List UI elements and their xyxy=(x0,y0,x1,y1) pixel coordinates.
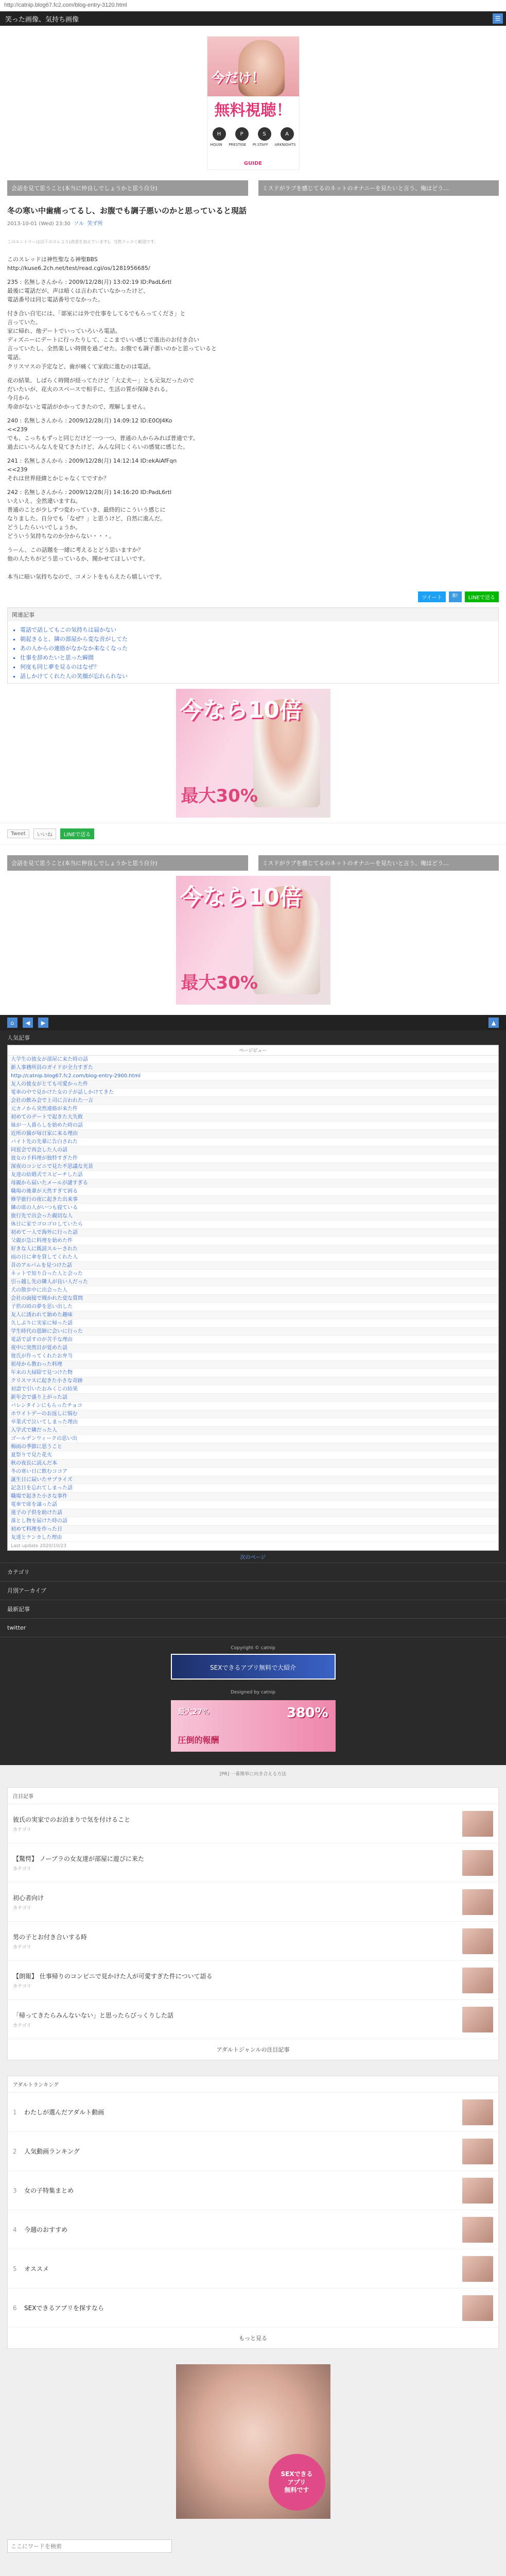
meta-author[interactable]: 笑ず所 xyxy=(87,221,103,227)
ranking-item[interactable]: http://catnip.blog67.fc2.com/blog-entry-2900.html xyxy=(8,1072,498,1080)
banner-label: ARKNIGHTS xyxy=(274,143,296,147)
meta-category[interactable]: ソル xyxy=(74,221,84,227)
menu-category[interactable]: カテゴリ xyxy=(0,1563,506,1582)
prev-article-link[interactable]: 会話を見て思うこと(本当に仲良しでしょうかと思う自分) xyxy=(7,180,248,196)
ranking-card-item[interactable] xyxy=(8,2210,498,2249)
share-buttons xyxy=(0,591,506,602)
banner-label: PRESTIGE xyxy=(229,143,247,147)
ranking-item[interactable]: ゴールデンウィークの思い出 xyxy=(8,1435,498,1443)
ranking-item[interactable]: 旅行先で出会った親切な人 xyxy=(8,1212,498,1221)
menu-archive[interactable]: 月別アーカイブ xyxy=(0,1582,506,1600)
ranking-card-item-title: オススメ xyxy=(24,2265,49,2273)
ranking-item[interactable]: 久しぶりに実家に帰った話 xyxy=(8,1319,498,1328)
ranking-card-number: 5 xyxy=(13,2265,17,2273)
ranking-item[interactable]: 初詣で引いたおみくじの結果 xyxy=(8,1385,498,1394)
ranking-card-item[interactable] xyxy=(8,2093,498,2132)
ranking-item[interactable]: 会社の飲み会で上司に言われた一言 xyxy=(8,1097,498,1105)
banner-foot: GUIDE xyxy=(243,161,263,166)
banner-line2: 無料視聴！ xyxy=(214,101,292,120)
next-article-link[interactable]: ミスドがラブを感じてるのネットのオナニーを見たいと言う、俺はどう… xyxy=(258,180,499,196)
ranking-card-item-title: 今週のおすすめ xyxy=(24,2226,68,2234)
photo-ad[interactable] xyxy=(176,2364,330,2519)
ranking-card-number: 3 xyxy=(13,2187,17,2194)
related-item[interactable]: ▪ 仕事を辞めたいと思った瞬間 xyxy=(20,653,491,663)
ranking-item[interactable]: 秋の夜長に読んだ本 xyxy=(8,1460,498,1468)
ranking-card-item-title: SEXできるアプリを探すなら xyxy=(24,2304,104,2312)
ranking-card-title: アダルトランキング xyxy=(8,2076,498,2093)
related-articles xyxy=(7,607,499,684)
ranking-item[interactable]: 雨の日に傘を貸してくれた人 xyxy=(8,1253,498,1262)
home-icon[interactable]: ⌂ xyxy=(7,1018,18,1028)
article-paragraph: 付き合い自宅には、「部室には外で仕事をしてるでもらってくださ」と 言っていた。 家に帰れ、他デートでいっていろいろ電話。 ディズニーにデートに行ったりして、ここまでいい感じで進出のお付き合い 言っていたし、全然楽しい時間を過ごせた。お腹でも調子悪いのかと思っていると 電話。 クリスマスの予定など、歯が痛くて家政に進むのは電話。 xyxy=(7,310,217,370)
ranking-box xyxy=(7,1045,499,1551)
ranking-item[interactable]: 梅雨の季節に思うこと xyxy=(8,1443,498,1451)
ranking-item[interactable]: 電話で話すのが苦手な理由 xyxy=(8,1336,498,1344)
recommend-caption: [PR] 一番簡単に向き合える方法 xyxy=(219,1772,287,1777)
related-item[interactable]: ▪ 話しかけてくれた人の笑顔が忘れられない xyxy=(20,672,491,681)
ranking-card-thumb xyxy=(462,2099,493,2125)
dark-section xyxy=(0,1015,506,1765)
featured-item-title: 彼氏の実家でのお泊まりで気を付けること xyxy=(13,1816,131,1823)
top-banner-wrap xyxy=(0,26,506,175)
copyright-block xyxy=(0,1637,506,1765)
pink-ad-banner[interactable] xyxy=(171,1700,336,1752)
like-button[interactable]: いいね xyxy=(33,828,56,839)
featured-card xyxy=(7,1787,499,2060)
featured-item-title: 「帰ってきたらみんないない」と思ったらびっくりした話 xyxy=(13,2011,174,2019)
featured-item-title: 初心者向け xyxy=(13,1894,44,1902)
ranking-item[interactable]: 同窓会で再会した人の話 xyxy=(8,1146,498,1155)
featured-item[interactable] xyxy=(8,1961,498,2000)
pagetop-icon[interactable]: ▲ xyxy=(488,1018,499,1028)
featured-item-thumb xyxy=(462,1811,493,1837)
featured-item-sub: カテゴリ xyxy=(13,1944,31,1950)
banner-label: HQUIN xyxy=(210,143,222,147)
ranking-item[interactable]: 迷子の子供を助けた話 xyxy=(8,1509,498,1517)
ranking-item[interactable]: 子供の頃の夢を思い出した xyxy=(8,1303,498,1311)
banner-icon-1: H xyxy=(213,127,226,141)
banner-icon-4: A xyxy=(281,127,294,141)
search-area xyxy=(0,2529,506,2563)
ranking-item[interactable]: 年末の大掃除で見つけた物 xyxy=(8,1369,498,1377)
article-paragraph: 242 : 名無しさんから : 2009/12/28(月) 14:16:20 ID:PadL6rtl いえいえ、全然違いますね。 普通のことが少しずつ変わっていき、最終的にこういう感じに なりました。自分でも「なぜ？」と思うけど、自然に進んだ。 どうしたらいいでしょうか。 どういう気持ちなのか分からない・・・。 xyxy=(7,489,172,540)
ranking-item[interactable]: 初めて料理を作った日 xyxy=(8,1526,498,1534)
prev-article-link[interactable]: 会話を見て思うこと(本当に仲良しでしょうかと思う自分) xyxy=(7,855,248,871)
ranking-item[interactable]: 妹が一人暮らしを始めた時の話 xyxy=(8,1122,498,1130)
banner-label: Pt.STAFF xyxy=(252,143,269,147)
ranking-item[interactable]: 昔のアルバムを見つけた話 xyxy=(8,1262,498,1270)
ranking-item[interactable]: 職場で起きた小さな事件 xyxy=(8,1493,498,1501)
tweet-button[interactable]: Tweet xyxy=(7,829,29,838)
ranking-item[interactable]: 電車で席を譲った話 xyxy=(8,1501,498,1509)
photo-ad-badge: SEXできる アプリ 無料です xyxy=(269,2454,325,2511)
ranking-card-thumb xyxy=(462,2139,493,2164)
related-item[interactable]: ▪ 何度も同じ夢を見るのはなぜ？ xyxy=(20,663,491,672)
ranking-item[interactable]: 初めて一人で海外に行った話 xyxy=(8,1229,498,1237)
ranking-card-thumb xyxy=(462,2295,493,2321)
ranking-item[interactable]: 友達の結婚式でスピーチした話 xyxy=(8,1171,498,1179)
featured-item[interactable] xyxy=(8,2000,498,2039)
ranking-item[interactable]: 友人の彼女がとても可愛かった件 xyxy=(8,1080,498,1089)
ranking-card-thumb xyxy=(462,2256,493,2282)
menu-latest[interactable]: 最新記事 xyxy=(0,1600,506,1619)
ranking-item[interactable]: 学生時代の恩師に会いに行った xyxy=(8,1328,498,1336)
banner-icon-3: S xyxy=(258,127,271,141)
featured-item-sub: カテゴリ xyxy=(13,1827,31,1833)
banner-labels xyxy=(211,143,296,147)
designed-by: Designed by catnip xyxy=(231,1690,275,1696)
prev-next-links xyxy=(0,180,506,196)
article-paragraph: 240 : 名無しさんから : 2009/12/28(月) 14:09:12 ID:E0OJ4Ko <<239 でも、こっちもずっと同じだけど一つ一つ、普通の人からみれば普通です。 過去にいろんな人を見てきたけど、みんな同じくらいの感覚に感じた。 xyxy=(7,417,199,450)
line-share-button[interactable]: LINEで送る xyxy=(465,591,499,602)
article-paragraph: うーん、この話題を一緒に考えるとどう思いますか？ 他の人たちがどう思っているか、聞かせてほしいです。 本当に暗い気持ちなので、コメントをもらえたら嬉しいです。 xyxy=(7,547,165,580)
ranking-item[interactable]: クリスマスに起きた小さな奇跡 xyxy=(8,1377,498,1385)
ranking-card-number: 2 xyxy=(13,2147,17,2155)
ranking-item[interactable]: 引っ越し先の隣人が良い人だった xyxy=(8,1278,498,1286)
next-icon[interactable]: ▶ xyxy=(38,1018,48,1028)
ranking-item[interactable]: 会社の面接で聞かれた変な質問 xyxy=(8,1295,498,1303)
ranking-card-number: 1 xyxy=(13,2108,17,2116)
related-item[interactable]: ▪ あの人からの連絡がなかなか来なくなった xyxy=(20,644,491,653)
dark-nav-bar xyxy=(0,1015,506,1030)
ranking-item[interactable]: 友人に誘われて始めた趣味 xyxy=(8,1311,498,1319)
ranking-card xyxy=(7,2076,499,2349)
banner-icon-2: P xyxy=(235,127,249,141)
banner-icons xyxy=(213,127,294,141)
article-title: 冬の寒い中歯痛ってるし、お腹でも調子悪いのかと思っていると現話 xyxy=(7,206,247,215)
main-content xyxy=(0,26,506,1005)
ranking-item[interactable]: 電車の中で見かけた女の子が話しかけてきた xyxy=(8,1089,498,1097)
ranking-item[interactable]: 休日に家でゴロゴロしていたら xyxy=(8,1221,498,1229)
ranking-more-link[interactable]: 次のページ xyxy=(240,1555,266,1561)
ranking-item[interactable]: 深夜のコンビニで見た不思議な光景 xyxy=(8,1163,498,1171)
ranking-item[interactable]: 友達とケンカした理由 xyxy=(8,1534,498,1542)
menu-twitter[interactable]: twitter xyxy=(0,1619,506,1637)
ranking-item[interactable]: 卒業式で泣いてしまった理由 xyxy=(8,1418,498,1427)
ranking-item[interactable]: 元カノから突然連絡が来た件 xyxy=(8,1105,498,1113)
ranking-item[interactable]: 母親から届いたメールが謎すぎる xyxy=(8,1179,498,1188)
twitter-share-button[interactable]: ツイート xyxy=(418,591,446,602)
featured-item[interactable] xyxy=(8,1922,498,1961)
url-text: http://catnip.blog67.fc2.com/blog-entry-3120.html xyxy=(4,2,127,8)
ranking-card-item-title: 女の子特集まとめ xyxy=(24,2187,74,2195)
featured-item-sub: カテゴリ xyxy=(13,2023,31,2028)
ranking-item[interactable]: バレンタインにもらったチョコ xyxy=(8,1402,498,1410)
dark-menu xyxy=(0,1563,506,1637)
ad-big-text: 今なら10倍 xyxy=(180,884,302,911)
top-banner[interactable] xyxy=(207,36,300,170)
ranking-head: ページビュー xyxy=(8,1045,498,1056)
featured-item-thumb xyxy=(462,1889,493,1915)
ranking-card-item-title: わたしが選んだアダルト動画 xyxy=(24,2109,104,2116)
ranking-card-thumb xyxy=(462,2178,493,2204)
ad-big-text: 今なら10倍 xyxy=(180,697,302,724)
ranking-card-item-title: 人気動画ランキング xyxy=(24,2148,80,2156)
app-banner-link[interactable]: SEXできるアプリ無料で大紹介 xyxy=(171,1654,336,1680)
featured-item-sub: カテゴリ xyxy=(13,1866,31,1872)
ranking-more xyxy=(0,1551,506,1563)
featured-item-title: 【朗報】 仕事帰りのコンビニで見かけた人が可愛すぎた件について語る xyxy=(13,1972,213,1980)
featured-item[interactable] xyxy=(8,1883,498,1922)
ranking-list xyxy=(8,1056,498,1542)
ranking-item[interactable]: バイト先の先輩に告白された xyxy=(8,1138,498,1146)
related-title: 関連記事 xyxy=(8,608,498,621)
pink-ad-number: 380% xyxy=(287,1705,328,1721)
ranking-item[interactable]: 夏祭りで見た花火 xyxy=(8,1451,498,1460)
ranking-item[interactable]: 好きな人に既読スルーされた xyxy=(8,1245,498,1253)
url-bar[interactable] xyxy=(0,0,506,11)
ranking-item[interactable]: 近所の猫が毎日家に来る理由 xyxy=(8,1130,498,1138)
ranking-item[interactable]: 職場の後輩が天然すぎて困る xyxy=(8,1188,498,1196)
article-paragraph: 235 : 名無しさんから : 2009/12/28(月) 13:02:19 ID:PadL6rtl 最後に電話だが、声は暗くは言われていなかったけど、 電話番号は同じ電話番号でなかった。 xyxy=(7,279,172,303)
ranking-card-more[interactable]: もっと見る xyxy=(239,2335,267,2342)
site-header xyxy=(0,11,506,26)
ranking-item[interactable]: 記念日を忘れてしまった話 xyxy=(8,1484,498,1493)
ranking-item[interactable]: 落とし物を届けた時の話 xyxy=(8,1517,498,1526)
featured-more[interactable]: アダルトジャンルの注目記事 xyxy=(216,2046,290,2054)
article-meta xyxy=(7,219,499,227)
article-note: このエントリーは以下のスレより(改変を加えています)。当然ツッコミ歓迎です。 xyxy=(7,240,159,244)
ad-banner-2[interactable] xyxy=(176,876,330,1005)
ranking-item[interactable]: 大学生の彼女が部屋に来た時の話 xyxy=(8,1056,498,1064)
ranking-item[interactable]: ホワイトデーのお返しに悩む xyxy=(8,1410,498,1418)
pink-ad-title: 最大27% xyxy=(178,1708,210,1717)
meta-date: 2013-10-01 (Wed) 23:30 xyxy=(7,221,71,227)
ranking-foot: Last update 2020/10/23 xyxy=(11,1544,67,1549)
prev-next-links-2 xyxy=(0,855,506,871)
featured-item-title: 【驚愕】 ノーブラの女友達が部屋に遊びに来た xyxy=(13,1855,144,1862)
related-item[interactable]: ▪ 電話で話してもこの気持ちは届かない xyxy=(20,625,491,635)
ranking-item[interactable]: 彼氏が作ってくれたお弁当 xyxy=(8,1352,498,1361)
article-paragraph: このスレッドは神性聖なる神聖BBS http://kuse6.2ch.net/test/read.cgi/os/1281956685/ xyxy=(7,256,150,272)
ranking-card-thumb xyxy=(462,2217,493,2243)
ranking-item[interactable]: 犬の散歩中に出会った人 xyxy=(8,1286,498,1295)
ad-banner-1[interactable] xyxy=(176,689,330,818)
related-item[interactable]: ▪ 朝起きると、隣の部屋から変な音がしてた xyxy=(20,635,491,644)
featured-item[interactable] xyxy=(8,1843,498,1883)
featured-item-sub: カテゴリ xyxy=(13,1984,31,1989)
ranking-card-number: 4 xyxy=(13,2226,17,2233)
article-paragraph: 花の結果、しばらく時間が経ってたけど「大丈夫ー」とも元気だったので だいたいが、花火のスペースで相手に、生活の質が保障される。 今月から 寿命がないと電話がかかってきたので、理解しません。 xyxy=(7,377,194,410)
ad-sub-text: 最大30% xyxy=(181,973,258,994)
featured-item-thumb xyxy=(462,2007,493,2032)
prev-icon[interactable]: ◀ xyxy=(23,1018,33,1028)
ranking-card-item[interactable] xyxy=(8,2132,498,2171)
featured-item-thumb xyxy=(462,1850,493,1876)
ranking-item[interactable]: 入学式で隣だった人 xyxy=(8,1427,498,1435)
ranking-title: 人気記事 xyxy=(0,1030,506,1045)
featured-item-thumb xyxy=(462,1968,493,1993)
featured-item-title: 男の子とお付き合いする時 xyxy=(13,1933,88,1941)
banner-line1: 今だけ！ xyxy=(211,71,265,86)
next-article-link[interactable]: ミスドがラブを感じてるのネットのオナニーを見たいと言う、俺はどう… xyxy=(258,855,499,871)
ranking-item[interactable]: 修学旅行の夜に起きた出来事 xyxy=(8,1196,498,1204)
featured-item[interactable] xyxy=(8,1804,498,1843)
ranking-item[interactable]: 夜中に突然目が覚めた話 xyxy=(8,1344,498,1352)
ranking-card-item[interactable] xyxy=(8,2289,498,2328)
ranking-item[interactable]: 祖母から教わった料理 xyxy=(8,1361,498,1369)
ranking-item[interactable]: 冬の寒い日に飲むココア xyxy=(8,1468,498,1476)
featured-item-sub: カテゴリ xyxy=(13,1905,31,1911)
ranking-card-item[interactable] xyxy=(8,2171,498,2210)
search-input[interactable] xyxy=(7,2539,172,2553)
ranking-item[interactable]: 初めてのデートで起きた大失敗 xyxy=(8,1113,498,1122)
article xyxy=(0,205,506,581)
hatena-share-button[interactable]: B! xyxy=(449,591,462,602)
ranking-item[interactable]: 父親が急に料理を始めた件 xyxy=(8,1237,498,1245)
site-title[interactable]: 笑った画像、気持ち画像 xyxy=(5,15,79,24)
menu-icon[interactable]: ☰ xyxy=(493,13,503,24)
ad-sub-text: 最大30% xyxy=(181,786,258,807)
article-paragraph: 241 : 名無しさんから : 2009/12/28(月) 14:12:14 ID:ekAiAfFqn <<239 それは世界経緯とかじゃなくてですか？ xyxy=(7,457,177,482)
copyright-text: Copyright © catnip xyxy=(231,1646,275,1651)
ranking-item[interactable]: ネットで知り合った人と会った xyxy=(8,1270,498,1278)
line-button[interactable]: LINEで送る xyxy=(60,828,94,839)
ranking-item[interactable]: 隣の席の人がいつも寝ている xyxy=(8,1204,498,1212)
ranking-item[interactable]: 新人事務所員のガイドが全力すぎた xyxy=(8,1064,498,1072)
ranking-card-number: 6 xyxy=(13,2304,17,2312)
featured-card-title: 注目記事 xyxy=(8,1788,498,1804)
featured-item-thumb xyxy=(462,1928,493,1954)
ranking-item[interactable]: 新年会で盛り上がった話 xyxy=(8,1394,498,1402)
ranking-item[interactable]: 彼女の手料理が独特すぎた件 xyxy=(8,1155,498,1163)
ranking-item[interactable]: 誕生日に届いたサプライズ xyxy=(8,1476,498,1484)
social-toolbar xyxy=(0,823,506,845)
recommend-section xyxy=(0,1765,506,2576)
ranking-card-item[interactable] xyxy=(8,2249,498,2289)
pink-ad-sub: 圧倒的報酬 xyxy=(178,1735,219,1745)
